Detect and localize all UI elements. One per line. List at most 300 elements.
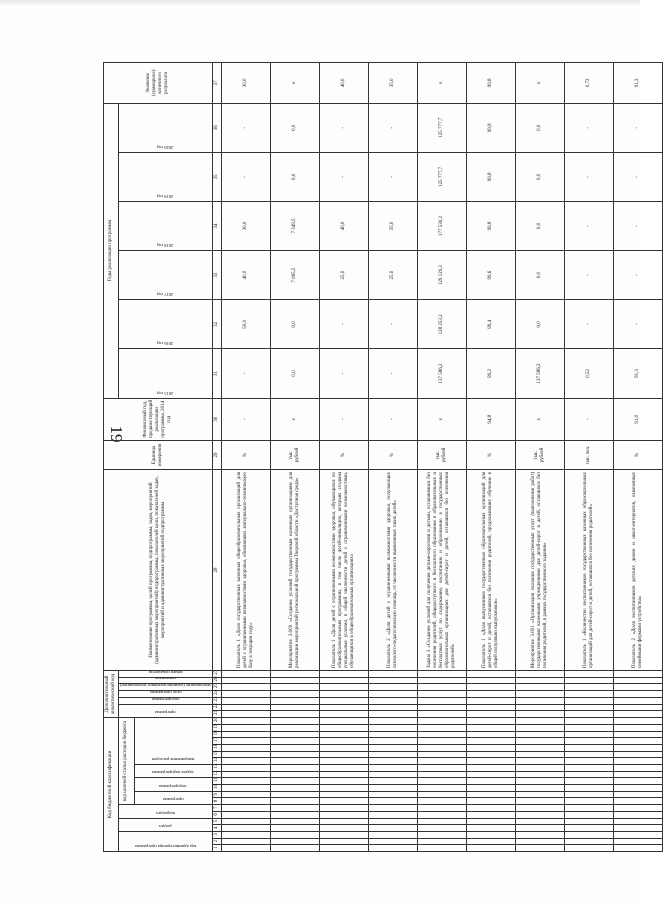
code-cell (270, 684, 319, 691)
code-cell (515, 731, 564, 738)
code-cell (466, 711, 515, 718)
row-2017: - (564, 251, 613, 300)
column-number: 13 (212, 765, 221, 772)
row-2016: 128 253,2 (417, 300, 466, 349)
code-cell (417, 838, 466, 845)
row-base-year: - (564, 398, 613, 440)
code-cell (319, 717, 368, 724)
row-2020: 0,0 (515, 103, 564, 152)
code-cell (319, 831, 368, 838)
table-row (368, 63, 417, 852)
code-cell (319, 745, 368, 752)
code-cell (564, 825, 613, 832)
row-unit: тыс. рублей (515, 440, 564, 469)
program-table (103, 62, 663, 852)
code-cell (564, 838, 613, 845)
code-cell (466, 785, 515, 792)
code-cell (221, 671, 270, 678)
code-cell (319, 677, 368, 684)
code-cell (515, 765, 564, 772)
row-2019: - (368, 152, 417, 201)
column-number: 11 (212, 778, 221, 785)
code-cell (319, 691, 368, 698)
code-cell (613, 731, 662, 738)
code-cell (613, 671, 662, 678)
code-cell (515, 818, 564, 825)
row-2017: 129 129,2 (417, 251, 466, 300)
code-cell (368, 684, 417, 691)
row-final: х (417, 63, 466, 104)
column-number: 8 (212, 798, 221, 805)
code-cell (564, 724, 613, 731)
code-cell (613, 738, 662, 745)
code-cell (613, 677, 662, 684)
code-cell (515, 758, 564, 765)
row-2020: 0,0 (270, 103, 319, 152)
row-2016: - (613, 300, 662, 349)
code-cell (564, 684, 613, 691)
code-cell (515, 704, 564, 711)
table-row (515, 63, 564, 852)
code-cell (221, 791, 270, 798)
code-cell (417, 717, 466, 724)
column-number: 1 (212, 845, 221, 852)
code-cell (466, 825, 515, 832)
column-number: 36 (212, 103, 221, 152)
code-cell (417, 671, 466, 678)
row-2016: 99,4 (466, 300, 515, 349)
column-number: 5 (212, 818, 221, 825)
row-base-year: - (319, 398, 368, 440)
code-cell (417, 771, 466, 778)
column-number: 35 (212, 152, 221, 201)
code-cell (221, 805, 270, 812)
code-cell (221, 778, 270, 785)
row-unit: % (221, 440, 270, 469)
code-cell (613, 697, 662, 704)
row-name: Показатель 2 «Доля воспитанников детских домов и школ-интернатов, охваченных семейными формами устройства» (613, 469, 662, 670)
year-2018-header: 2018 год (157, 243, 174, 249)
code-cell (466, 731, 515, 738)
code-cell (417, 751, 466, 758)
code-cell (417, 745, 466, 752)
code-cell (466, 838, 515, 845)
code-cell (515, 805, 564, 812)
code-cell (466, 845, 515, 852)
code-cell (613, 765, 662, 772)
column-number: 22 (212, 704, 221, 711)
code-cell (221, 845, 270, 852)
row-2016: 0,0 (515, 300, 564, 349)
row-2015: 0,52 (564, 349, 613, 398)
column-number: 7 (212, 805, 221, 812)
code-cell (270, 724, 319, 731)
code-cell (466, 684, 515, 691)
code-cell (270, 691, 319, 698)
row-unit: % (613, 440, 662, 469)
code-cell (466, 717, 515, 724)
code-cell (221, 677, 270, 684)
budget-code-header: Код бюджетной классификации (104, 717, 119, 851)
row-unit: % (319, 440, 368, 469)
code-cell (613, 831, 662, 838)
row-name: Показатель 1 «Количество воспитанников государственных казенных образовательных организаций для детей-сирот и детей, оставшихся без попечения родителей» (564, 469, 613, 670)
section-header: раздел (159, 823, 172, 829)
code-cell (368, 778, 417, 785)
code-cell (368, 798, 417, 805)
code-cell (564, 831, 613, 838)
row-name: Показатель 2 «Доля детей с ограниченными возможностями здоровья, получающих психолого-педагогическую помощь, от численности выявленных таких детей» (368, 469, 417, 670)
year-2015-header: 2015 год (157, 390, 174, 396)
code-cell (417, 845, 466, 852)
year-2016-header: 2016 год (157, 341, 174, 347)
code-cell (221, 765, 270, 772)
column-number: 10 (212, 785, 221, 792)
code-cell (613, 751, 662, 758)
code-cell (221, 811, 270, 818)
code-cell (319, 738, 368, 745)
code-cell (613, 845, 662, 852)
row-name: Мероприятие 3.001 «Организация оказания государственных услуг (выполнения работ) государственными казенными учреждениями для детей-сирот и детей, оставшихся без попечения родителей, в рамках государственного задания» (515, 469, 564, 670)
code-cell (515, 778, 564, 785)
row-name: Мероприятие 3.009 «Создание условий государственным казенным организациям для реализации мероприятий региональной программы Тверской области «Доступная среда» (270, 469, 319, 670)
column-number: 25 (212, 684, 221, 691)
row-2018: 30,0 (221, 201, 270, 250)
code-cell (221, 691, 270, 698)
row-unit: тыс. чел. (564, 440, 613, 469)
row-2020: 99,8 (466, 103, 515, 152)
code-cell (417, 704, 466, 711)
row-final: 30,0 (221, 63, 270, 104)
code-cell (564, 785, 613, 792)
row-final: 40,0 (319, 63, 368, 104)
code-cell (368, 691, 417, 698)
row-2020: - (564, 103, 613, 152)
column-number: 32 (212, 300, 221, 349)
column-number: 2 (212, 838, 221, 845)
code-cell (466, 697, 515, 704)
code-cell (368, 704, 417, 711)
code-cell (270, 711, 319, 718)
code-cell (613, 758, 662, 765)
code-cell (613, 825, 662, 832)
code-cell (564, 738, 613, 745)
aim-header: цель программы (149, 689, 182, 695)
indicator-number-header: номер показателя (148, 669, 183, 675)
code-cell (270, 751, 319, 758)
code-cell (515, 724, 564, 731)
code-cell (564, 671, 613, 678)
code-cell (466, 811, 515, 818)
code-cell (417, 791, 466, 798)
column-number: 18 (212, 731, 221, 738)
code-cell (564, 751, 613, 758)
code-cell (417, 831, 466, 838)
code-cell (515, 845, 564, 852)
code-cell (466, 751, 515, 758)
column-number: 26 (212, 677, 221, 684)
code-cell (368, 731, 417, 738)
row-2018: 177 530,2 (417, 201, 466, 250)
code-cell (319, 791, 368, 798)
row-base-year: - (221, 398, 270, 440)
code-cell (221, 818, 270, 825)
code-cell (466, 738, 515, 745)
row-base-year: х (515, 398, 564, 440)
column-number: 28 (212, 469, 221, 670)
code-cell (270, 791, 319, 798)
target-article-header: код целевой статьи расходов бюджета (119, 717, 135, 804)
row-2018: 0,0 (515, 201, 564, 250)
name-column-header: Наименование программы, целей программы, подпрограммы, задач, мероприятий (административных мероприятий) подпрограммы, показателей цели, показателей задач, мероприятий и административных мероприятий подпрограммы (104, 469, 213, 670)
code-cell (466, 771, 515, 778)
row-2019: - (564, 152, 613, 201)
code-cell (515, 798, 564, 805)
code-cell (564, 691, 613, 698)
code-cell (613, 778, 662, 785)
direction-header: направление расходов (151, 757, 195, 763)
code-cell (319, 765, 368, 772)
code-cell (613, 811, 662, 818)
code-cell (221, 838, 270, 845)
code-cell (270, 838, 319, 845)
row-2017: 7 065,5 (270, 251, 319, 300)
row-2018: 35,0 (368, 201, 417, 250)
subsection-header: подраздел (155, 810, 175, 816)
year-2017-header: 2017 год (157, 292, 174, 298)
row-final: 0,72 (564, 63, 613, 104)
code-cell (319, 838, 368, 845)
code-cell (613, 711, 662, 718)
code-cell (564, 805, 613, 812)
row-2019: 99,8 (466, 152, 515, 201)
code-cell (515, 831, 564, 838)
code-cell (613, 724, 662, 731)
row-2020: - (319, 103, 368, 152)
code-cell (515, 691, 564, 698)
analytic-program-header: программа (155, 709, 176, 715)
column-number: 21 (212, 711, 221, 718)
code-cell (319, 731, 368, 738)
task-header: задача подпрограммы (152, 770, 194, 776)
column-number: 30 (212, 398, 221, 440)
code-cell (270, 798, 319, 805)
code-cell (270, 778, 319, 785)
row-2015: 0,0 (270, 349, 319, 398)
row-2016: - (319, 300, 368, 349)
scan-edge (0, 0, 640, 6)
code-cell (319, 805, 368, 812)
code-cell (515, 697, 564, 704)
row-base-year: 94,8 (466, 398, 515, 440)
row-name: Показатель 1 «Доля выпускников государственных образовательных организаций для детей-сирот и детей, оставшихся без попечения родителей, продолживших обучение в общей популяции выпускников» (466, 469, 515, 670)
code-cell (221, 711, 270, 718)
year-2019-header: 2019 год (157, 193, 174, 199)
code-cell (417, 697, 466, 704)
code-cell (515, 811, 564, 818)
code-cell (319, 704, 368, 711)
code-cell (368, 697, 417, 704)
subprogram-header: подпрограмма (159, 783, 187, 789)
code-cell (515, 838, 564, 845)
code-cell (270, 845, 319, 852)
column-number: 27 (212, 671, 221, 678)
row-2019: 0,0 (515, 152, 564, 201)
code-cell (368, 765, 417, 772)
code-cell (466, 758, 515, 765)
code-cell (417, 738, 466, 745)
row-2019: 0,0 (270, 152, 319, 201)
row-2015: - (368, 349, 417, 398)
code-cell (515, 738, 564, 745)
code-cell (319, 758, 368, 765)
column-number-row (212, 63, 221, 852)
column-number: 15 (212, 751, 221, 758)
code-cell (466, 798, 515, 805)
code-cell (270, 704, 319, 711)
code-cell (270, 697, 319, 704)
column-number: 9 (212, 791, 221, 798)
code-cell (221, 738, 270, 745)
code-cell (368, 831, 417, 838)
code-cell (515, 771, 564, 778)
code-cell (270, 805, 319, 812)
code-cell (270, 771, 319, 778)
code-cell (368, 845, 417, 852)
column-number: 23 (212, 697, 221, 704)
row-unit: % (368, 440, 417, 469)
code-cell (368, 711, 417, 718)
row-final: 35,0 (368, 63, 417, 104)
row-base-year: 91,0 (613, 398, 662, 440)
code-cell (564, 711, 613, 718)
code-cell (417, 798, 466, 805)
code-cell (221, 704, 270, 711)
row-2018: 40,0 (319, 201, 368, 250)
code-cell (417, 765, 466, 772)
row-2018: - (564, 201, 613, 250)
code-cell (417, 811, 466, 818)
code-cell (417, 677, 466, 684)
row-2020: 125 777,7 (417, 103, 466, 152)
code-cell (515, 791, 564, 798)
row-2015: 137 586,2 (515, 349, 564, 398)
code-cell (564, 697, 613, 704)
row-2018: - (613, 201, 662, 250)
code-cell (564, 717, 613, 724)
code-cell (270, 758, 319, 765)
page-number: 19 (107, 425, 126, 443)
code-cell (319, 825, 368, 832)
code-cell (368, 738, 417, 745)
row-unit: тыс. рублей (270, 440, 319, 469)
final-value-header: Значение (суммарное) конечного результата (104, 63, 213, 104)
code-cell (564, 771, 613, 778)
code-cell (613, 717, 662, 724)
code-cell (515, 671, 564, 678)
row-base-year: - (368, 398, 417, 440)
code-cell (368, 811, 417, 818)
row-2016: - (368, 300, 417, 349)
code-cell (564, 811, 613, 818)
row-base-year: х (417, 398, 466, 440)
row-2016: - (564, 300, 613, 349)
code-cell (319, 818, 368, 825)
row-2015: 91,3 (613, 349, 662, 398)
code-cell (613, 691, 662, 698)
code-cell (564, 845, 613, 852)
row-2018: 7 349,5 (270, 201, 319, 250)
years-group-header: Годы реализации программы (104, 103, 119, 398)
code-cell (270, 818, 319, 825)
code-cell (613, 798, 662, 805)
code-cell (515, 745, 564, 752)
code-cell (221, 724, 270, 731)
row-2017: 40,0 (221, 251, 270, 300)
code-cell (368, 771, 417, 778)
code-cell (270, 765, 319, 772)
column-number: 12 (212, 771, 221, 778)
code-cell (319, 771, 368, 778)
code-cell (613, 771, 662, 778)
row-2015: - (221, 349, 270, 398)
code-cell (613, 818, 662, 825)
base-year-header: Финансовый год, предшествующий реализации программы, 2014 год (104, 398, 213, 440)
column-number: 31 (212, 349, 221, 398)
column-number: 4 (212, 825, 221, 832)
code-cell (417, 691, 466, 698)
code-cell (319, 711, 368, 718)
code-cell (221, 684, 270, 691)
code-cell (221, 798, 270, 805)
code-cell (466, 778, 515, 785)
unit-column-header: Единица измерения (104, 440, 213, 469)
code-cell (270, 745, 319, 752)
code-cell (270, 825, 319, 832)
code-cell (221, 825, 270, 832)
row-2018: 99,8 (466, 201, 515, 250)
code-cell (319, 751, 368, 758)
code-cell (417, 711, 466, 718)
code-cell (270, 731, 319, 738)
code-cell (319, 697, 368, 704)
column-number: 20 (212, 717, 221, 724)
table-row (564, 63, 613, 852)
code-cell (417, 724, 466, 731)
row-2015: 137 586,2 (417, 349, 466, 398)
code-cell (221, 771, 270, 778)
row-name: Показатель 1 «Доля детей с ограниченными возможностями здоровья, обучающихся по общеобразовательным программам, в том числе детей-инвалидов, которым созданы специальные условия, в общей численности детей с ограниченными возможностями, обучающихся в общеобразовательных организациях» (319, 469, 368, 670)
row-2019: - (221, 152, 270, 201)
code-cell (270, 738, 319, 745)
code-cell (368, 838, 417, 845)
analytic-code-header: Дополнительный аналитический код (104, 671, 119, 718)
column-number: 3 (212, 831, 221, 838)
code-cell (319, 778, 368, 785)
table-row (221, 63, 270, 852)
code-cell (417, 758, 466, 765)
row-2016: 0,0 (270, 300, 319, 349)
event-header: мероприятие (административное мероприятие) (120, 683, 211, 689)
code-cell (417, 785, 466, 792)
code-cell (221, 758, 270, 765)
code-cell (221, 745, 270, 752)
code-cell (368, 805, 417, 812)
code-cell (368, 671, 417, 678)
code-cell (319, 684, 368, 691)
code-cell (417, 778, 466, 785)
code-cell (515, 751, 564, 758)
